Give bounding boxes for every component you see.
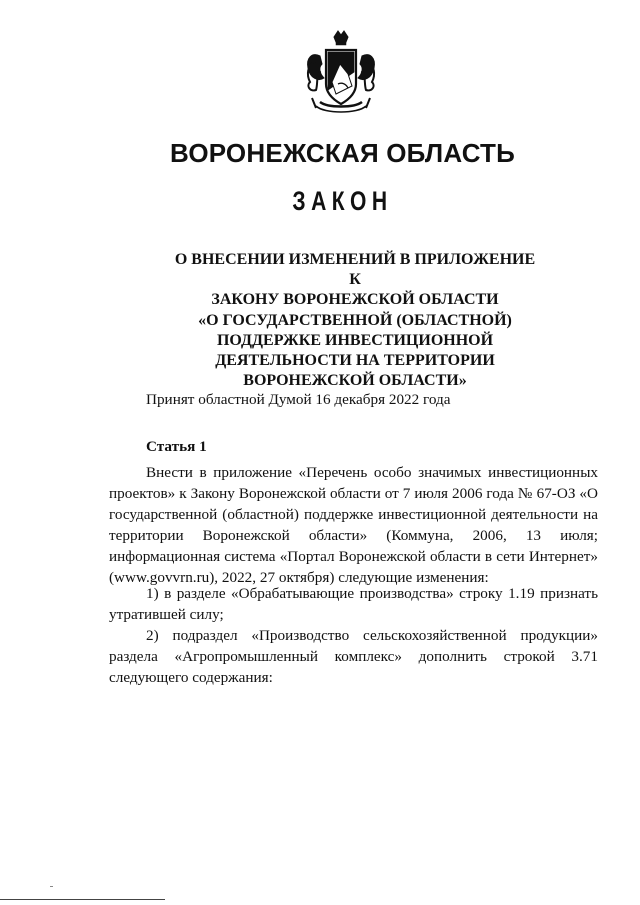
article-items-block — [109, 583, 598, 688]
coat-of-arms-emblem — [300, 28, 382, 118]
article-item-1: 1) в разделе «Обрабатывающие производства» строку 1.19 признать утратившей силу; — [109, 585, 598, 623]
region-title: ВОРОНЕЖСКАЯ ОБЛАСТЬ — [169, 138, 515, 168]
document-type-title: ЗАКОН — [292, 186, 393, 216]
law-name-line: ДЕЯТЕЛЬНОСТИ НА ТЕРРИТОРИИ — [215, 352, 495, 370]
article-heading: Статья 1 — [146, 438, 207, 455]
law-name-line: ВОРОНЕЖСКОЙ ОБЛАСТИ» — [243, 372, 467, 390]
footnote-rule — [0, 899, 165, 900]
law-name-line: ЗАКОНУ ВОРОНЕЖСКОЙ ОБЛАСТИ — [211, 291, 499, 309]
scan-artifact-mark — [50, 886, 53, 887]
law-name-line: ПОДДЕРЖКЕ ИНВЕСТИЦИОННОЙ — [216, 331, 494, 349]
adoption-note: Принят областной Думой 16 декабря 2022 года — [146, 391, 451, 408]
article-intro-block — [109, 462, 598, 588]
law-name-title — [170, 250, 540, 391]
law-name-line: «О ГОСУДАРСТВЕННОЙ (ОБЛАСТНОЙ) — [198, 311, 512, 329]
article-intro-paragraph: Внести в приложение «Перечень особо значимых инвестиционных проектов» к Закону Воронежской области от 7 июля 2006 года № 67-ОЗ «О государственной (областной) поддержке инвестиционной деятельности на территории Воронежской области» (Коммуна, 2006, 13 июля; информационная система «Портал Воронежской области в сети Интернет» (www.govvrn.ru), 2022, 27 октября) следующие изменения: — [109, 464, 598, 586]
article-item-2: 2) подраздел «Производство сельскохозяйственной продукции» раздела «Агропромышленный комплекс» дополнить строкой 3.71 следующего содержания: — [109, 627, 598, 686]
voronezh-coat-of-arms-icon — [300, 28, 382, 118]
law-name-line: О ВНЕСЕНИИ ИЗМЕНЕНИЙ В ПРИЛОЖЕНИЕ К — [174, 251, 536, 289]
